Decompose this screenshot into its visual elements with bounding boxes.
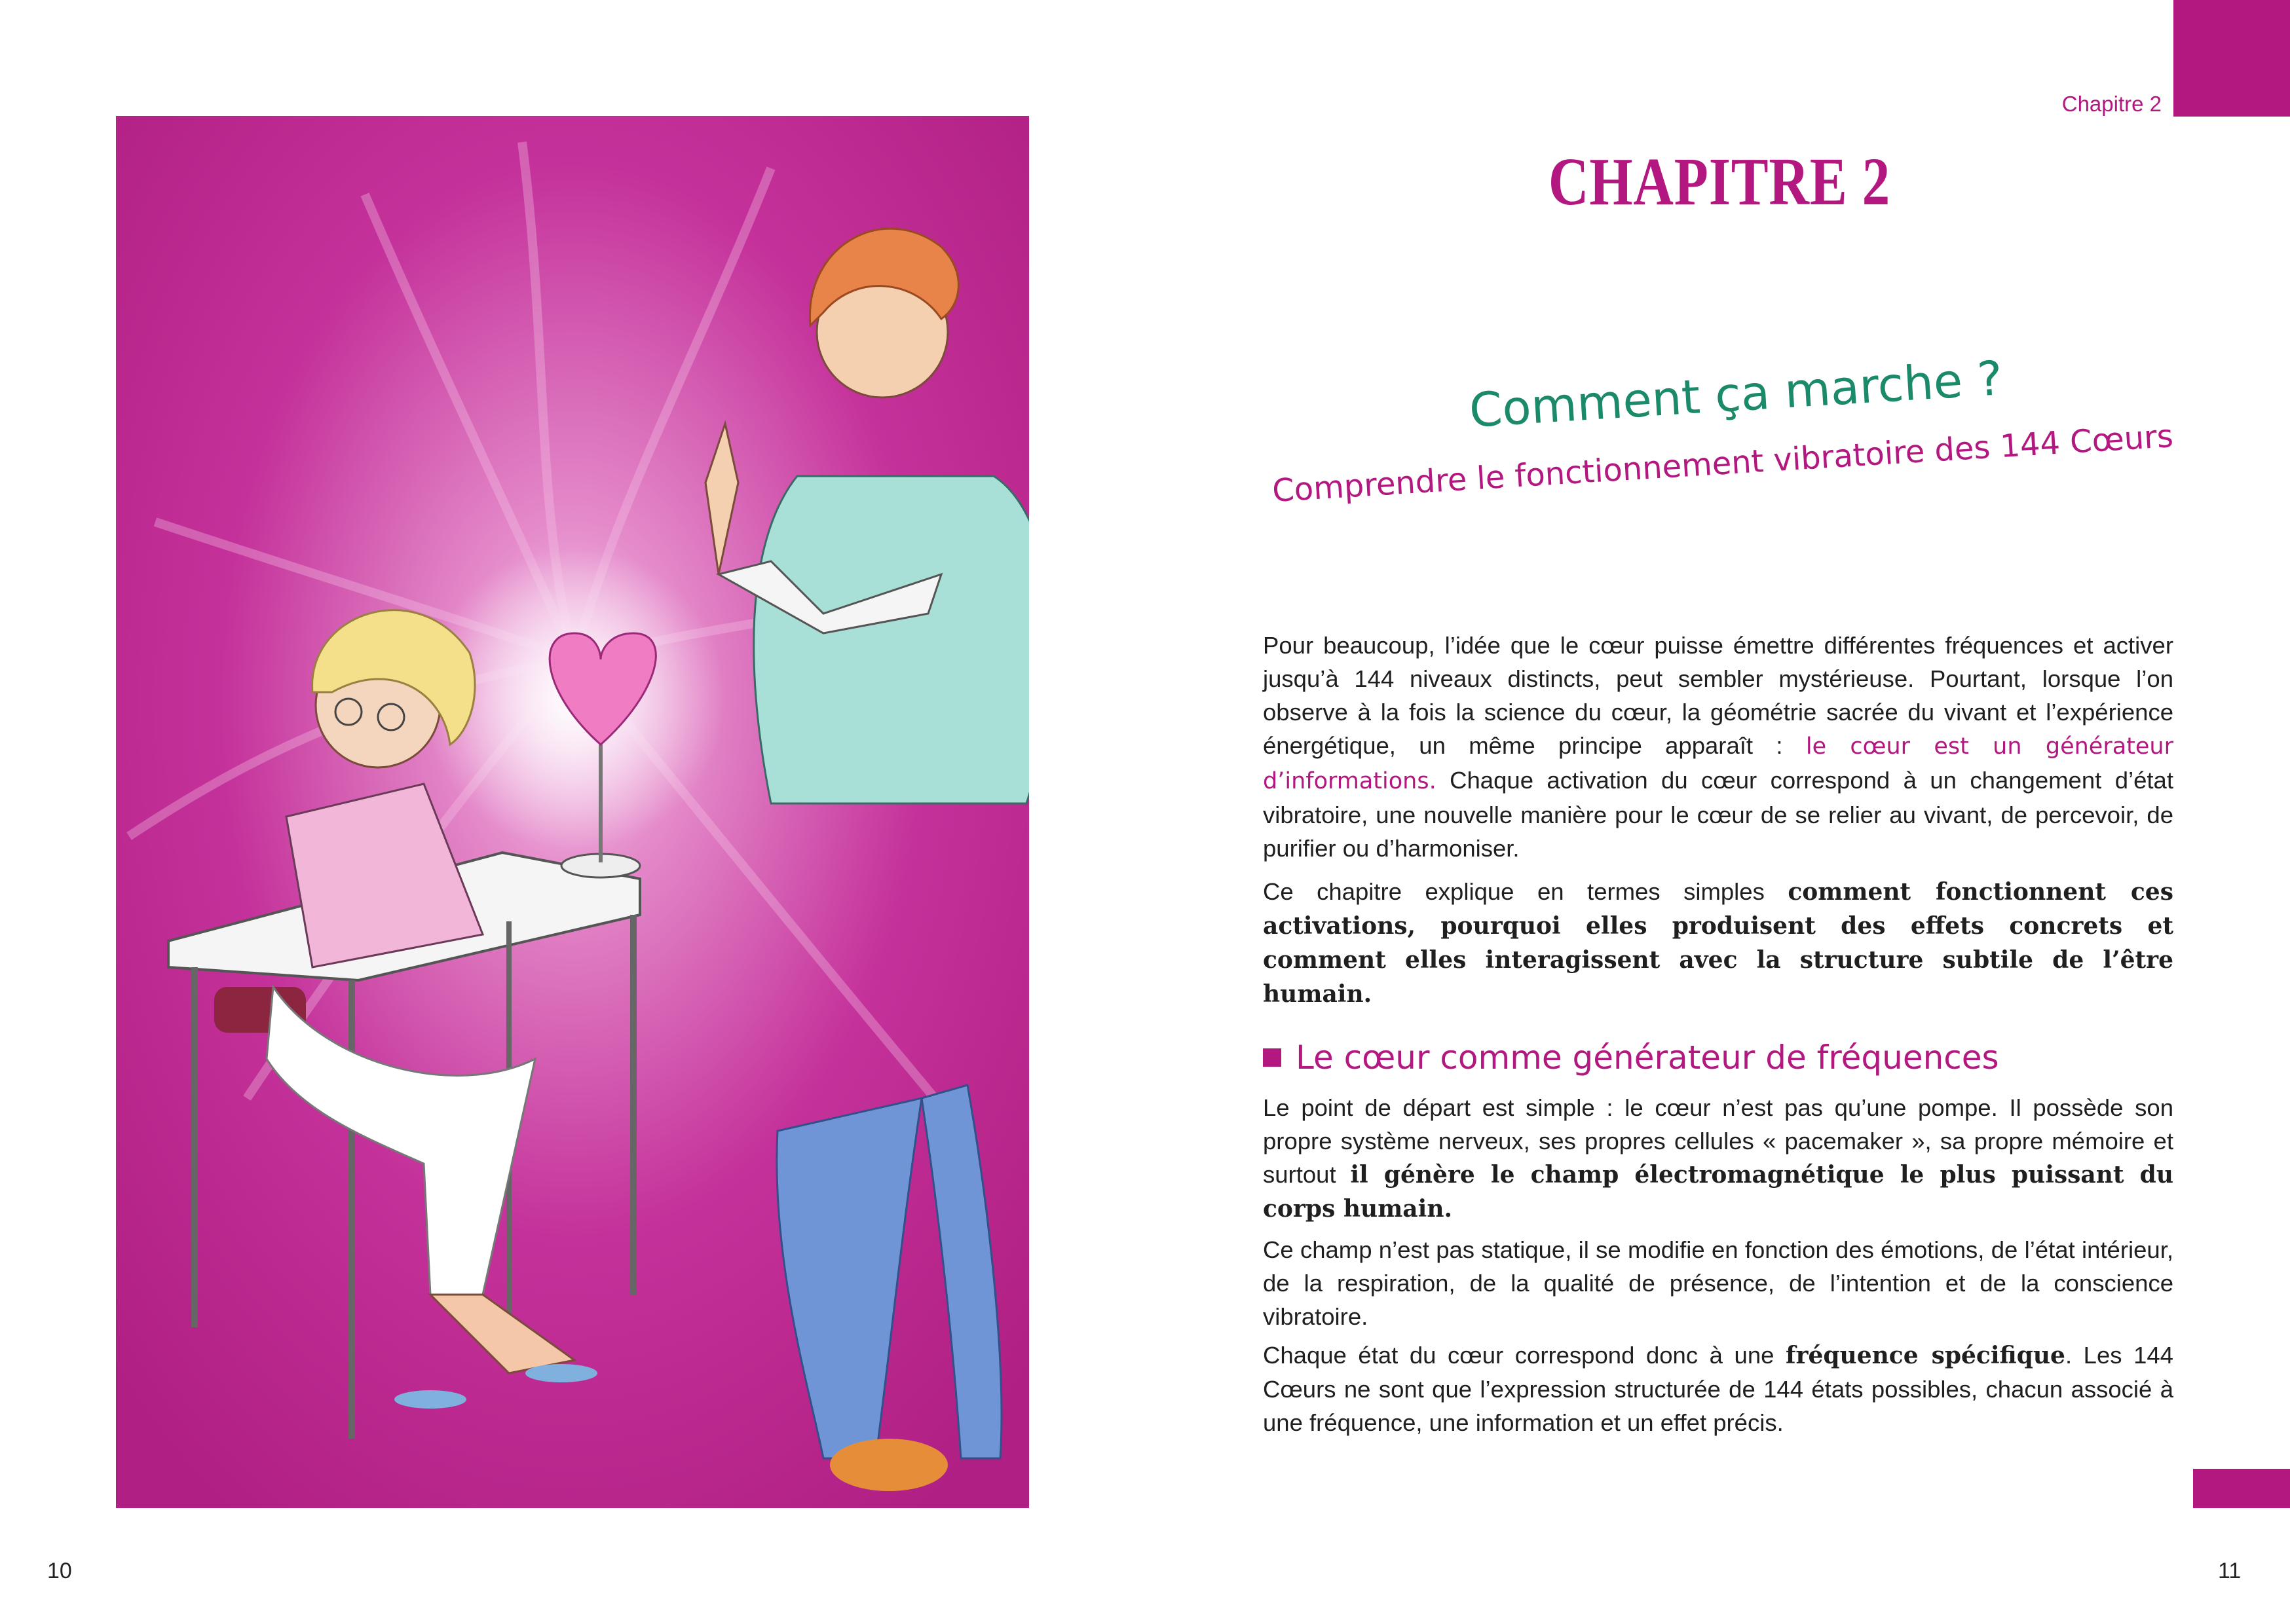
sub-heading: Comprendre le fonctionnement vibratoire des 144 Cœurs xyxy=(1271,417,2175,510)
paragraph-frequencies-text-b: . Les 144 Cœurs ne sont que l’expression structurée de 144 états possibles, chacun associé à une fréquence, une information et un effet précis. xyxy=(1263,1342,2173,1436)
chapter-title: CHAPITRE 2 xyxy=(1548,144,1891,219)
page-number-left: 10 xyxy=(47,1559,72,1583)
section-bullet-square xyxy=(1263,1048,1281,1067)
illustration xyxy=(116,116,1029,1508)
section-heading xyxy=(1263,1038,1999,1077)
running-head: Chapitre 2 xyxy=(2061,92,2162,116)
paragraph-chapter-summary xyxy=(1263,875,2173,1011)
paragraph-field-dynamic: Ce champ n’est pas statique, il se modifie en fonction des émotions, de l’état intérieur, de la respiration, de la qualité de présence, de l’intention et de la conscience vibratoire. xyxy=(1263,1236,2173,1330)
paragraph-summary-bold: comment fonctionnent ces activations, pourquoi elles produisent des effets concrets et comment elles interagissent avec la structure subtile de l’être humain. xyxy=(1263,878,2173,1008)
paragraph-frequencies-text-a: Chaque état du cœur correspond donc à une xyxy=(1263,1342,1786,1369)
bottom-tab xyxy=(2193,1469,2290,1508)
paragraph-intro xyxy=(1263,629,2173,865)
paragraph-frequencies-bold: fréquence spécifique xyxy=(1786,1342,2065,1369)
paragraph-intro-text-a: Pour beaucoup, l’idée que le cœur puisse émettre différentes fréquences et activer jusqu’à 144 niveaux distincts, peut sembler mystérieuse. Pourtant, lorsque l’on observe à la fois la science du cœur, la géométrie sacrée du vivant et l’expérience énergétique, un même principe apparaît : xyxy=(1263,632,2173,759)
paragraph-intro-highlight: le cœur est un générateur d’informations. xyxy=(1263,733,2173,794)
corner-tab xyxy=(2173,0,2290,117)
paragraph-frequencies xyxy=(1263,1338,2173,1439)
paragraph-summary-text: Ce chapitre explique en termes simples xyxy=(1263,878,1788,905)
paragraph-heart-field-text: Le point de départ est simple : le cœur n’est pas qu’une pompe. Il possède son propre système nerveux, ses propres cellules « pacemaker », sa propre mémoire et surtout xyxy=(1263,1094,2173,1188)
paragraph-heart-field-bold: il génère le champ électromagnétique le plus puissant du corps humain. xyxy=(1263,1161,2173,1223)
paragraph-intro-text-b: Chaque activation du cœur correspond à un changement d’état vibratoire, une nouvelle manière pour le cœur de se relier au vivant, de percevoir, de purifier ou d’harmoniser. xyxy=(1263,767,2173,862)
main-heading: Comment ça marche ? xyxy=(1467,350,2004,438)
paragraph-heart-field xyxy=(1263,1091,2173,1226)
page-number-right: 11 xyxy=(2218,1559,2242,1583)
section-heading-text: Le cœur comme générateur de fréquences xyxy=(1296,1039,1999,1077)
